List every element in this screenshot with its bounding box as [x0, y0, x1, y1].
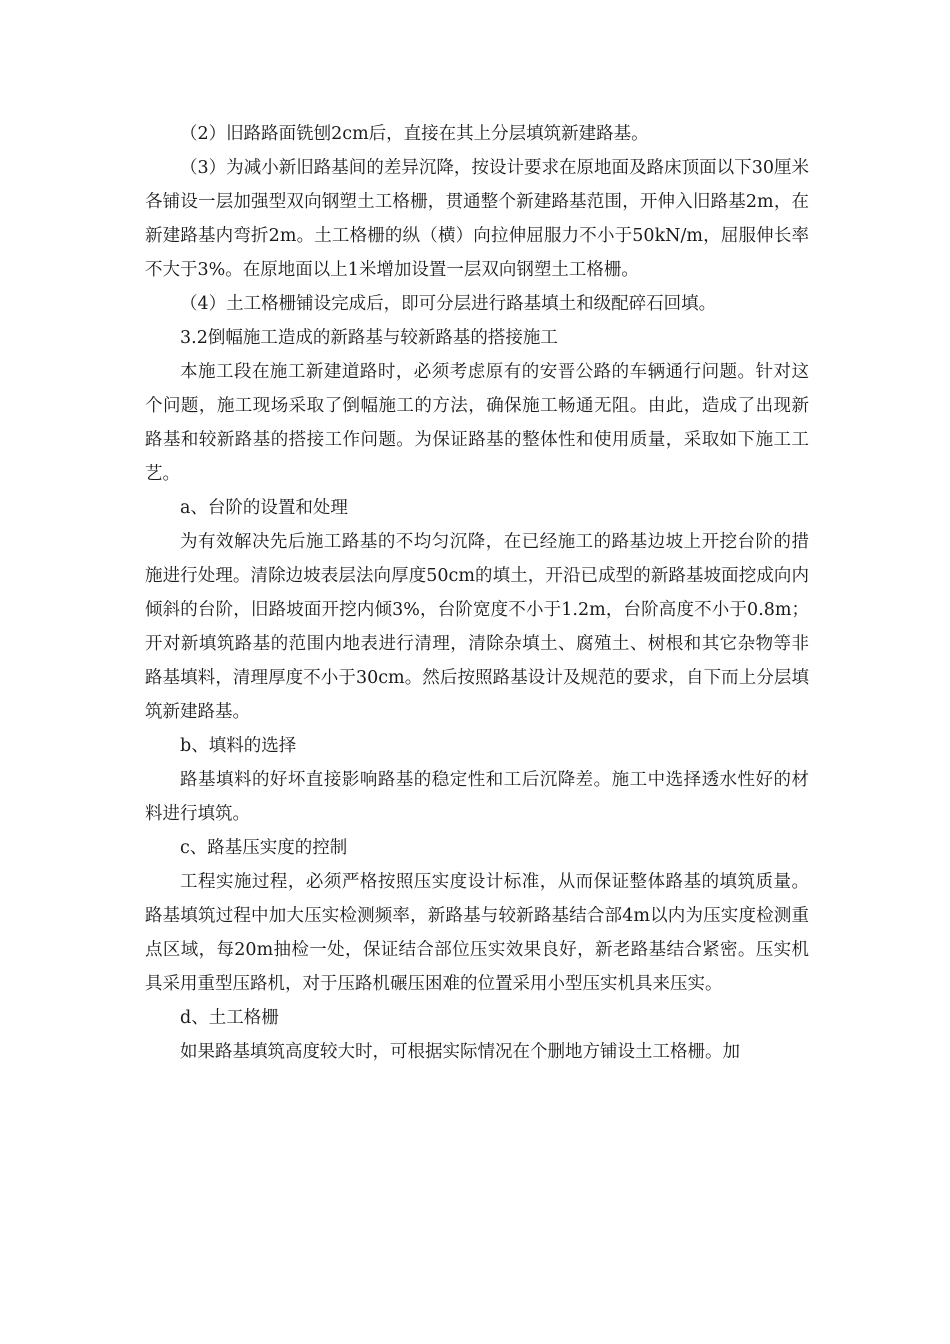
document-body	[145, 117, 809, 1069]
paragraph-step-4: （4）土工格栅铺设完成后，即可分层进行路基填土和级配碎石回填。	[180, 294, 717, 314]
paragraph-d-body: 如果路基填筑高度较大时，可根据实际情况在个删地方铺设土工格栅。加	[180, 1042, 740, 1062]
subheading-d: d、土工格栅	[180, 1008, 279, 1028]
subheading-b: b、填料的选择	[180, 736, 297, 756]
paragraph-b-body: 路基填料的好坏直接影响路基的稳定性和工后沉降差。施工中选择透水性好的材料进行填筑。	[145, 770, 809, 824]
section-heading-3-2: 3.2倒幅施工造成的新路基与较新路基的搭接施工	[180, 328, 558, 348]
paragraph-step-3: （3）为减小新旧路基间的差异沉降，按设计要求在原地面及路床顶面以下30厘米各铺设一层加强型双向钢塑土工格栅，贯通整个新建路基范围，开伸入旧路基2m，在新建路基内弯折2m。土工格栅的纵（横）向拉伸屈服力不小于50kN/m，屈服伸长率不大于3%。在原地面以上1米增加设置一层双向钢塑土工格栅。	[145, 158, 809, 280]
paragraph-c-body: 工程实施过程，必须严格按照压实度设计标准，从而保证整体路基的填筑质量。路基填筑过程中加大压实检测频率，新路基与较新路基结合部4m以内为压实度检测重点区域，每20m抽检一处，保证结合部位压实效果良好，新老路基结合紧密。压实机具采用重型压路机，对于压路机碾压困难的位置采用小型压实机具来压实。	[145, 872, 809, 994]
subheading-c: c、路基压实度的控制	[180, 838, 348, 858]
subheading-a: a、台阶的设置和处理	[180, 498, 348, 518]
paragraph-step-2: （2）旧路路面铣刨2cm后，直接在其上分层填筑新建路基。	[180, 124, 649, 144]
paragraph-a-body: 为有效解决先后施工路基的不均匀沉降，在已经施工的路基边坡上开挖台阶的措施进行处理。清除边坡表层法向厚度50cm的填土，开沿已成型的新路基坡面挖成向内倾斜的台阶，旧路坡面开挖内倾3%，台阶宽度不小于1.2m，台阶高度不小于0.8m；开对新填筑路基的范围内地表进行清理，清除杂填土、腐殖土、树根和其它杂物等非路基填料，清理厚度不小于30cm。然后按照路基设计及规范的要求，自下而上分层填筑新建路基。	[145, 532, 809, 722]
paragraph-section-intro: 本施工段在施工新建道路时，必须考虑原有的安晋公路的车辆通行问题。针对这个问题，施工现场采取了倒幅施工的方法，确保施工畅通无阻。由此，造成了出现新路基和较新路基的搭接工作问题。为保证路基的整体性和使用质量，采取如下施工工艺。	[145, 362, 809, 484]
